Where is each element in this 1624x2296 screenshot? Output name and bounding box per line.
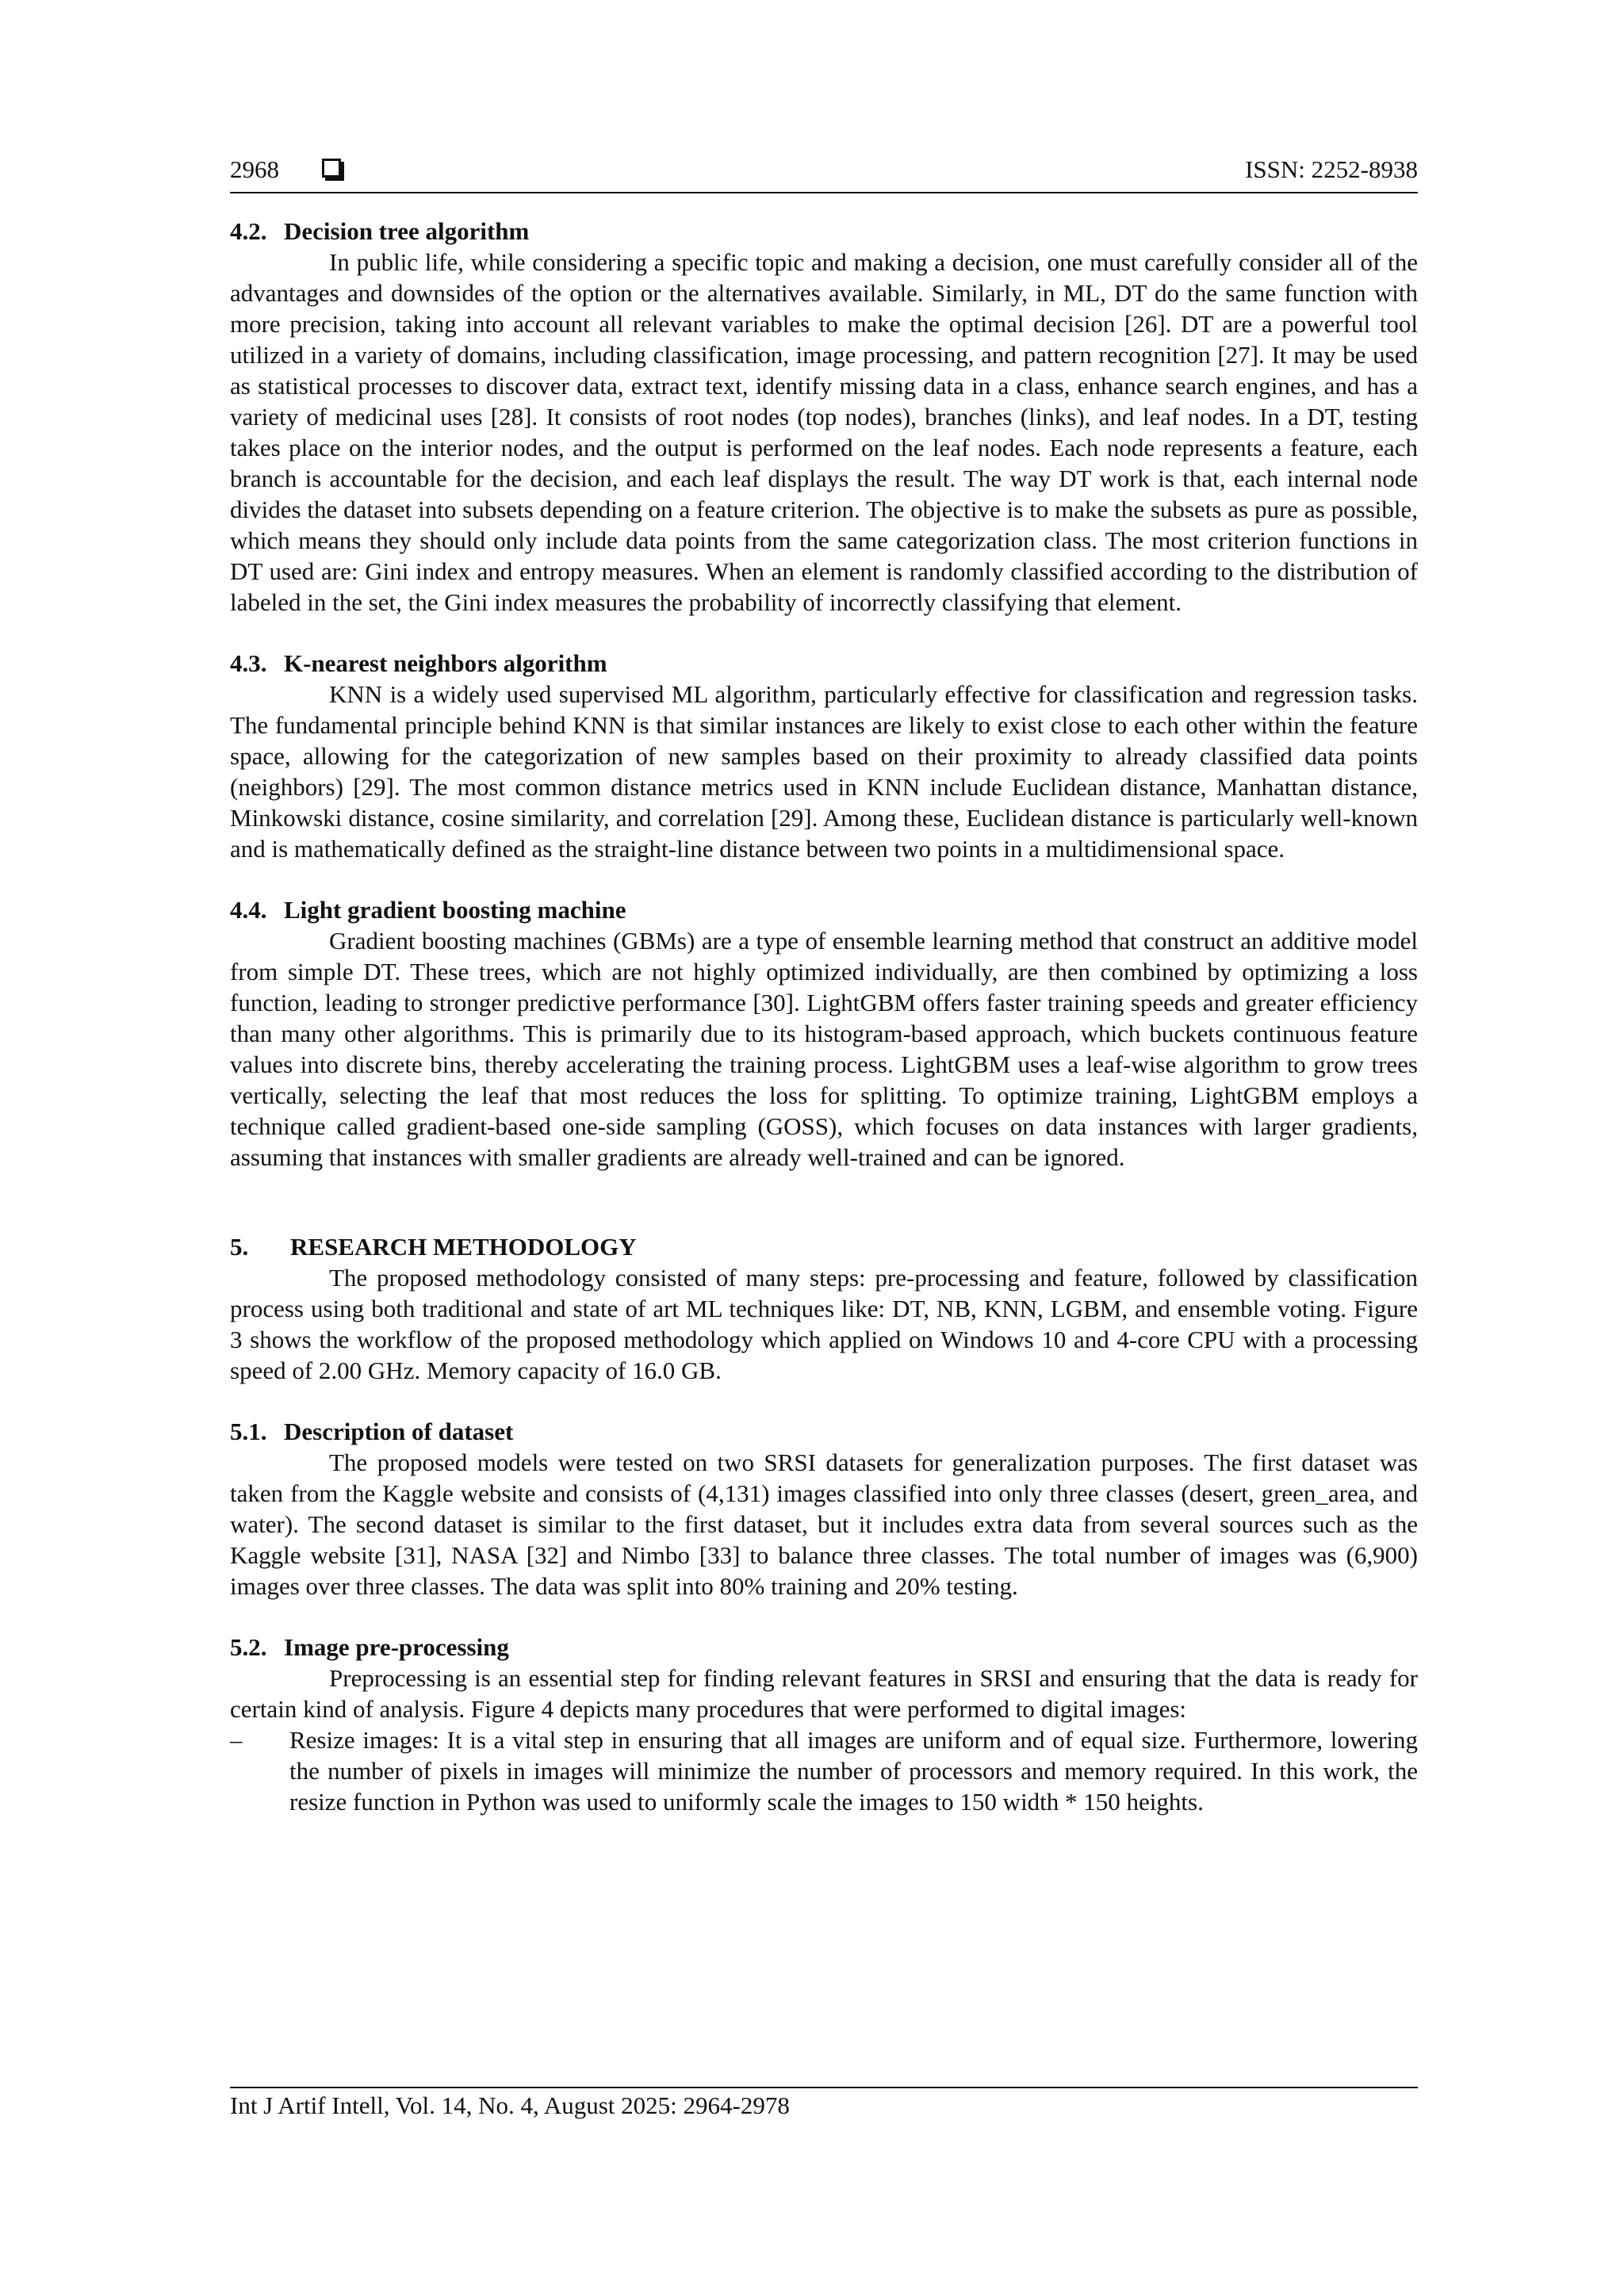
- section-heading: 5.1. Description of dataset: [230, 1418, 514, 1445]
- section-4-4: [230, 894, 1418, 1173]
- paragraph: Gradient boosting machines (GBMs) are a type of ensemble learning method that construct an additive model from simple DT. These trees, which are not highly optimized individually, are then combined by optimizing a loss function, leading to stronger predictive performance [30]. LightGBM offers faster training speeds and greater efficiency than many other algorithms. This is primarily due to its histogram-based approach, which buckets continuous feature values into discrete bins, thereby accelerating the training process. LightGBM uses a leaf-wise algorithm to grow trees vertically, selecting the leaf that most reduces the loss for splitting. To optimize training, LightGBM employs a technique called gradient-based one-side sampling (GOSS), which focuses on data instances with larger gradients, assuming that instances with smaller gradients are already well-trained and can be ignored.: [230, 927, 1418, 1171]
- paragraph: KNN is a widely used supervised ML algorithm, particularly effective for classification and regression tasks. The fundamental principle behind KNN is that similar instances are likely to exist close to each other within the feature space, allowing for the categorization of new samples based on their proximity to already classified data points (neighbors) [29]. The most common distance metrics used in KNN include Euclidean distance, Manhattan distance, Minkowski distance, cosine similarity, and correlation [29]. Among these, Euclidean distance is particularly well-known and is mathematically defined as the straight-line distance between two points in a multidimensional space.: [230, 680, 1418, 863]
- section-5-1: [230, 1416, 1418, 1601]
- section-5: [230, 1231, 1418, 1386]
- bullet-list: [230, 1724, 1418, 1817]
- dash-marker: –: [230, 1726, 243, 1754]
- paragraph: The proposed models were tested on two SRSI datasets for generalization purposes. The first dataset was taken from the Kaggle website and consists of (4,131) images classified into only three classes (desert, green_area, and water). The second dataset is similar to the first dataset, but it includes extra data from several sources such as the Kaggle website [31], NASA [32] and Nimbo [33] to balance three classes. The total number of images was (6,900) images over three classes. The data was split into 80% training and 20% testing.: [230, 1448, 1418, 1600]
- list-item: – Resize images: It is a vital step in ensuring that all images are uniform and of equal size. Furthermore, lowering the number of pixels in images will minimize the number of processors and memory required. In this work, the resize function in Python was used to uniformly scale the images to 150 width * 150 heights.: [230, 1726, 1418, 1816]
- square-icon: [322, 159, 341, 178]
- section-heading: 4.4. Light gradient boosting machine: [230, 896, 626, 924]
- paragraph: The proposed methodology consisted of many steps: pre-processing and feature, followed by classification process using both traditional and state of art ML techniques like: DT, NB, KNN, LGBM, and ensemble voting. Figure 3 shows the workflow of the proposed methodology which applied on Windows 10 and 4-core CPU with a processing speed of 2.00 GHz. Memory capacity of 16.0 GB.: [230, 1264, 1418, 1384]
- section-5-2: [230, 1632, 1418, 1817]
- page-header: [230, 155, 1418, 190]
- paragraph: Preprocessing is an essential step for finding relevant features in SRSI and ensuring that the data is ready for certain kind of analysis. Figure 4 depicts many procedures that were performed to digital images:: [230, 1664, 1418, 1723]
- section-heading: 4.3. K-nearest neighbors algorithm: [230, 649, 607, 677]
- section-heading: 4.2. Decision tree algorithm: [230, 217, 530, 245]
- section-4-2: [230, 216, 1418, 618]
- section-heading: 5.2. Image pre-processing: [230, 1633, 509, 1661]
- issn-label: ISSN: 2252-8938: [1245, 155, 1418, 183]
- page-body: [230, 216, 1418, 1847]
- section-4-3: [230, 648, 1418, 864]
- footer-rule: [230, 2087, 1418, 2088]
- footer-citation: Int J Artif Intell, Vol. 14, No. 4, August 2025: 2964-2978: [230, 2091, 790, 2119]
- header-rule: [230, 192, 1418, 193]
- page-number: 2968: [230, 155, 279, 183]
- paragraph: In public life, while considering a specific topic and making a decision, one must carefully consider all of the advantages and downsides of the option or the alternatives available. Similarly, in ML, DT do the same function with more precision, taking into account all relevant variables to make the optimal decision [26]. DT are a powerful tool utilized in a variety of domains, including classification, image processing, and pattern recognition [27]. It may be used as statistical processes to discover data, extract text, identify missing data in a class, enhance search engines, and has a variety of medicinal uses [28]. It consists of root nodes (top nodes), branches (links), and leaf nodes. In a DT, testing takes place on the interior nodes, and the output is performed on the leaf nodes. Each node represents a feature, each branch is accountable for the decision, and each leaf displays the result. The way DT work is that, each internal node divides the dataset into subsets depending on a feature criterion. The objective is to make the subsets as pure as possible, which means they should only include data points from the same categorization class. The most criterion functions in DT used are: Gini index and entropy measures. When an element is randomly classified according to the distribution of labeled in the set, the Gini index measures the probability of incorrectly classifying that element.: [230, 248, 1418, 616]
- section-heading: 5. RESEARCH METHODOLOGY: [230, 1233, 637, 1261]
